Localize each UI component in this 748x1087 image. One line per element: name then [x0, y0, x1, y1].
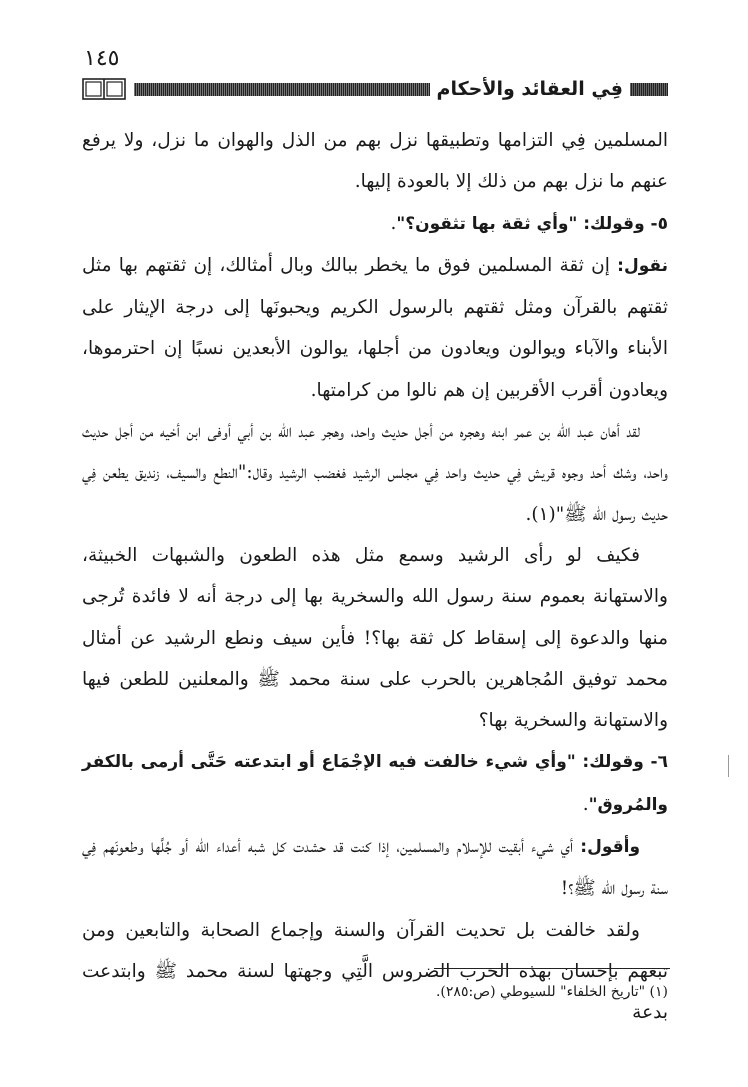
paragraph [82, 535, 668, 741]
footnote-rule [434, 968, 670, 969]
text-run: . [582, 793, 589, 815]
text-run: ولقد خالفت بل تحديت القرآن والسنة وإجماع الصحابة والتابعين ومن تبعهم بإحسان بهذه الحرب الضروس الَّتِي وجهتها لسنة محمد ﷺ وابتدعت بدعة [82, 919, 668, 1024]
bold-run: "وأي شيء خالفت فيه الإجْمَاع أو ابتدعته حَتَّى أرمى بالكفر والمُروق" [82, 752, 668, 815]
paragraph [82, 120, 668, 203]
paragraph [82, 826, 668, 910]
footnote: (١) "تاريخ الخلفاء" للسيوطي (ص:٢٨٥). [435, 984, 668, 1000]
paragraph [82, 741, 668, 826]
running-title: فِي العقائد والأحكام [436, 78, 623, 100]
header-rule [134, 83, 430, 96]
text-run: أي شيء أبقيت للإسلام والمسلمين، إذا كنت قد حشدت كل شبه أعداء الله أو جُلَّها وطعونَهم فِي سنة رسول الله ﷺ؟! [82, 836, 668, 900]
body-text [82, 120, 668, 1034]
text-run: المسلمين فِي التزامها وتطبيقها نزل بهم من الذل والهوان ما نزل، ولا يرفع عنهم ما نزل بهم من ذلك إلا بالعودة إليها. [82, 130, 668, 193]
paragraph [82, 203, 668, 245]
header-ornament [630, 83, 668, 96]
paragraph [82, 411, 668, 535]
text-run: فكيف لو رأى الرشيد وسمع مثل هذه الطعون والشبهات الخبيثة، والاستهانة بعموم سنة رسول الله والسخرية بها إلى درجة أنه لا فائدة تُرجى منها والدعوة إلى إسقاط كل ثقة بها؟! فأين سيف ونطع الرشيد عن أمثال محمد توفيق المُجاهرين بالحرب على سنة محمد ﷺ والمعلنين للطعن فيها والاستهانة والسخرية بها؟ [82, 544, 668, 732]
margin-mark [728, 755, 729, 777]
bold-run: ٥- وقولك: [577, 213, 668, 234]
page-number: ١٤٥ [84, 46, 120, 71]
bold-run: نقول: [609, 255, 668, 276]
text-run: إن ثقة المسلمين فوق ما يخطر ببالك وبال أمثالك، إن ثقتهم بها مثل ثقتهم بالقرآن ومثل ثقتهم بالرسول الكريم ويحبونَها إلى درجة الإيثار على الأبناء والآباء ويوالون ويعادون من أجلها، يوالون الأبعدين نسبًا إن احترموها، ويعادون أقرب الأقربين إن هم نالوا من كرامتها. [82, 254, 668, 401]
bold-run: "وأي ثقة بها تثقون؟" [396, 213, 578, 234]
text-run: . [390, 212, 397, 234]
bold-run: وأقول: [573, 837, 641, 858]
paragraph [82, 910, 668, 1034]
running-header [82, 76, 668, 102]
text-run: لقد أهان عبد الله بن عمر ابنه وهجره من أجل حديث واحد، وهجر عبد الله بن أبي أوفى ابن أخيه من أجل حديث واحد، وشك أحد وجوه قريش فِي حديث واحد فِي مجلس الرشيد فغضب الرشيد وقال:"النطع والسيف، زنديق يطعن فِي حديث رسول الله ﷺ"(١). [82, 421, 668, 525]
paragraph [82, 245, 668, 411]
bold-run: ٦- وقولك: [575, 752, 668, 773]
open-book-icon [82, 78, 126, 100]
